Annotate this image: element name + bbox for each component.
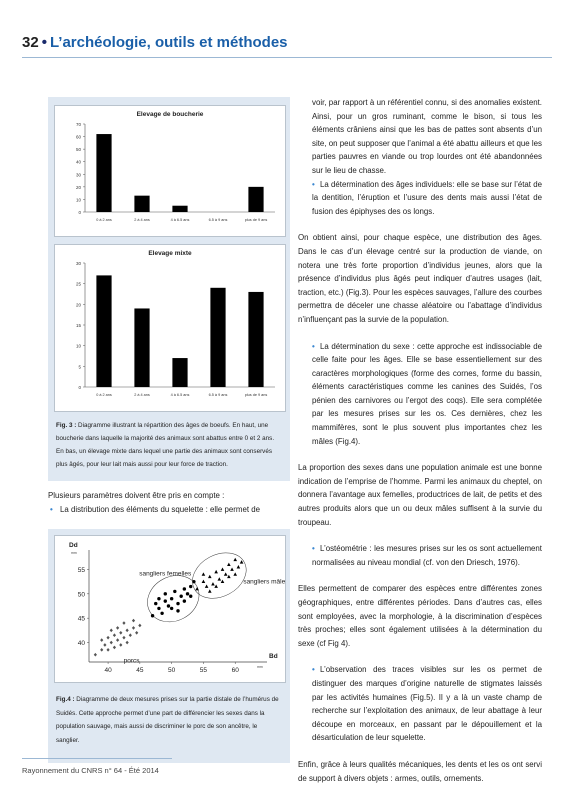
bullet-sexe-text: La détermination du sexe : cette approche est indissociable de celle faite pour les âges. Elle se base essentiellement sur des caractères morphologiques (forme des cornes, forme du bassin, éléments caractéristiques comme les canines des Suidés, l’os pénien des carnivores ou l’ergot des coqs). Elle sera complétée par les mesures prises sur les os. Ces dernières, chez les mammifères, sont le plus souvent plus importantes chez les mâles (Fig.4). — [312, 341, 542, 446]
data-point — [208, 575, 212, 578]
data-point — [202, 572, 206, 575]
figure-3-caption — [56, 419, 282, 471]
data-point — [167, 604, 170, 607]
data-point — [221, 567, 225, 570]
y-tick-label: 15 — [75, 323, 81, 328]
right-paragraph-5: La proportion des sexes dans une population animale est une bonne indication de l’emprise de l’homme. Parmi les animaux du cheptel, on donnera l’avantage aux femelles, productrices de lait, de petits et des autres produits alors que un ou deux mâles suffisent à la survie du troupeau. — [298, 463, 542, 527]
y-tick-label: 40 — [77, 640, 85, 648]
y-tick-label: 30 — [75, 261, 81, 266]
y-tick-label: 45 — [77, 615, 85, 623]
x-tick-label: 50 — [168, 667, 176, 674]
data-point — [116, 626, 119, 630]
y-tick-label: 30 — [75, 172, 81, 178]
left-bullet-text: La distribution des éléments du squelette : elle permet de — [60, 504, 261, 514]
y-tick-label: 0 — [78, 210, 81, 215]
bar — [96, 134, 111, 212]
data-point — [189, 585, 192, 588]
data-point — [126, 629, 129, 633]
y-tick-label: 60 — [75, 134, 81, 140]
bullet-traces — [298, 663, 542, 745]
data-point — [233, 558, 237, 561]
bar-chart-boucherie — [55, 106, 285, 236]
x-tick-label: 2 à 4 ans — [134, 218, 150, 222]
header-rule — [22, 57, 552, 58]
bar-chart-mixte — [55, 245, 285, 411]
bullet-mark: • — [312, 544, 315, 554]
data-point — [103, 643, 106, 647]
series-label: porcs — [123, 657, 140, 665]
section-title: L’archéologie, outils et méthodes — [49, 34, 288, 51]
figure-4-caption — [56, 693, 282, 747]
data-point — [113, 633, 116, 637]
data-point — [154, 602, 157, 605]
data-point — [138, 624, 141, 628]
data-point — [189, 595, 192, 598]
x-tick-label: 0 à 2 ans — [96, 393, 112, 397]
x-tick-label: 4 à 6.5 ans — [170, 393, 190, 397]
x-axis-label: Bd — [269, 653, 278, 660]
data-point — [94, 653, 97, 657]
data-point — [183, 587, 186, 590]
bullet-ages — [298, 178, 542, 219]
y-tick-label: 10 — [75, 343, 81, 349]
x-tick-label: 60 — [231, 667, 239, 674]
figure-3-caption-text: Diagramme illustrant la répartition des âges de boeufs. En haut, une boucherie dans laquelle la majorité des animaux sont abattus entre 0 et 2 ans. En bas, un élevage mixte dans lequel une partie des animaux sont conservés plus âgés, pour leur lait mais aussi pour leur force de traction. — [56, 422, 275, 468]
data-point — [151, 614, 154, 617]
bullet-traces-text: L’observation des traces visibles sur les os permet de distinguer des marques d’origine naturelle de stigmates laissés par les activités humaines (Fig.5). Il y a là un vaste champ de recherche sur l’exploitation des animaux, de leur abattage à leur découpe en morceaux, en passant par le dépouillement et la désarticulation de leur squelette. — [312, 665, 542, 743]
data-point — [170, 607, 173, 610]
y-tick-label: 50 — [77, 591, 85, 599]
figure-3 — [48, 97, 290, 481]
running-header — [22, 34, 288, 51]
data-point — [126, 641, 129, 645]
bar — [134, 308, 149, 387]
data-point — [135, 631, 138, 635]
left-paragraph: Plusieurs paramètres doivent être pris en compte : — [48, 491, 225, 500]
data-point — [176, 602, 179, 605]
data-point — [227, 575, 231, 578]
y-tick-label: 0 — [78, 385, 81, 390]
y-tick-label: 55 — [77, 566, 85, 574]
data-point — [132, 626, 135, 630]
figure-4 — [48, 529, 290, 763]
bullet-sexe — [298, 340, 542, 449]
data-point — [218, 577, 222, 580]
y-tick-label: 10 — [75, 197, 81, 203]
data-point — [106, 648, 109, 652]
right-paragraph-1: voir, par rapport à un référentiel connu, si des anomalies existent. Ainsi, pour un gros ruminant, comme le bison, si tous les éléments crâniens ainsi que les bas de pattes sont absents d’un site, on peut supposer que l’animal a été abattu ailleurs et que les parties pauvres en viande ou trop lourdes ont été abandonnées sur le lieu de chasse. — [312, 98, 542, 175]
right-paragraph-3: On obtient ainsi, pour chaque espèce, une distribution des âges. Dans le cas d’un élevage centré sur la production de viande, on notera une très forte proportion d’individus jeunes, alors que la présence d’individus plus âgés peut indiquer d’autres usages (lait, traction, etc.) (Fig.3). Pour les espèces sauvages, l’allure des courbes permettra de déceler une chasse aléatoire ou l’abattage d’individus n’influençant pas la survie de la population. — [298, 233, 542, 324]
y-tick-label: 40 — [75, 159, 81, 165]
data-point — [122, 621, 125, 625]
data-point — [237, 565, 241, 568]
bar — [134, 196, 149, 212]
data-point — [224, 572, 228, 575]
right-paragraph-9: Enfin, grâce à leurs qualités mécaniques, les dents et les os ont servi de support à divers objets : armes, outils, ornements. — [298, 759, 542, 783]
data-point — [214, 570, 218, 573]
bullet-mark: • — [312, 665, 315, 675]
data-point — [170, 597, 173, 600]
data-point — [240, 560, 244, 563]
data-point — [233, 572, 237, 575]
data-point — [110, 641, 113, 645]
footer: Rayonnement du CNRS n° 64 - Été 2014 — [22, 766, 159, 775]
scatter-chart-suides — [55, 536, 285, 682]
data-point — [195, 587, 199, 590]
data-point — [119, 643, 122, 647]
data-point — [227, 563, 231, 566]
data-point — [129, 633, 132, 637]
left-bullet — [48, 503, 292, 517]
right-paragraph-7: Elles permettent de comparer des espèces entre différentes zones géographiques, entre différentes périodes. Dans d’autres cas, elles sont employées, avec la morphologie, à la discrimination d’espèces très proches; elles sont également utilisées à la détermination du sexe (cf Fig 4). — [298, 584, 542, 648]
y-tick-label: 50 — [75, 147, 81, 153]
bullet-mark: • — [312, 341, 315, 351]
data-point — [157, 597, 160, 600]
series-label: sangliers mâles — [243, 578, 285, 586]
x-tick-label: plus de 9 ans — [244, 393, 268, 397]
data-point — [202, 580, 206, 583]
bar — [248, 292, 263, 387]
data-point — [179, 595, 182, 598]
y-tick-label: 70 — [75, 122, 81, 127]
y-tick-label: 20 — [75, 184, 81, 190]
bullet-mark: • — [312, 179, 315, 189]
header-separator: • — [41, 34, 47, 51]
figure-4-caption-label: Fig.4 : — [56, 696, 75, 703]
data-point — [186, 592, 189, 595]
figure-3-caption-label: Fig. 3 : — [56, 422, 77, 429]
x-tick-label: 55 — [199, 667, 208, 674]
data-point — [113, 646, 116, 650]
data-point — [176, 609, 179, 612]
scatter-panel — [54, 535, 286, 683]
y-axis-unit: mm — [71, 551, 77, 555]
right-column — [298, 96, 542, 798]
bar — [96, 275, 111, 387]
data-point — [106, 636, 109, 640]
data-point — [173, 590, 176, 593]
figure-4-caption-text: Diagramme de deux mesures prises sur la partie distale de l’humérus de Suidés. Cette approche permet d’une part de différencier les sexes dans la population sauvage, mais aussi de discriminer le porc de son ancêtre, le sanglier. — [56, 696, 279, 744]
y-tick-label: 5 — [78, 364, 81, 370]
data-point — [122, 636, 125, 640]
data-point — [211, 582, 215, 585]
bar — [210, 288, 225, 387]
chart-title: Elevage mixte — [148, 250, 192, 257]
series-label: sangliers femelles — [139, 570, 192, 578]
data-point — [100, 648, 103, 652]
left-column — [48, 489, 292, 516]
x-tick-label: 6.5 à 9 ans — [208, 218, 228, 222]
data-point — [119, 631, 122, 635]
data-point — [160, 612, 163, 615]
x-tick-label: 45 — [136, 667, 144, 674]
bullet-osteometrie-text: L’ostéométrie : les mesures prises sur les os sont actuellement normalisées au niveau mondial (cf. von den Driesch, 1976). — [312, 544, 542, 567]
chart-elevage-mixte — [54, 244, 286, 412]
cluster-ellipse — [185, 544, 254, 607]
y-tick-label: 25 — [75, 281, 81, 287]
data-point — [205, 585, 209, 588]
data-point — [208, 589, 212, 592]
bullet-ages-text: La détermination des âges individuels: elle se base sur l’état de la dentition, l’éruption et l’usure des dents mais aussi l’état de fusion des épiphyses des os longs. — [312, 179, 542, 216]
y-axis-label: Dd — [69, 542, 78, 549]
data-point — [183, 599, 186, 602]
x-tick-label: 6.5 à 9 ans — [208, 393, 228, 397]
page-number: 32 — [22, 34, 39, 51]
data-point — [214, 585, 218, 588]
y-tick-label: 20 — [75, 302, 81, 308]
bar — [172, 206, 187, 212]
data-point — [132, 619, 135, 623]
x-tick-label: 0 à 2 ans — [96, 218, 112, 222]
data-point — [164, 592, 167, 595]
data-point — [157, 607, 160, 610]
data-point — [164, 599, 167, 602]
x-axis-unit: mm — [257, 665, 263, 669]
x-tick-label: 2 à 4 ans — [134, 393, 150, 397]
bullet-osteometrie — [298, 542, 542, 569]
x-tick-label: plus de 9 ans — [244, 218, 268, 222]
bullet-mark: • — [50, 504, 53, 514]
data-point — [116, 638, 119, 642]
chart-elevage-boucherie — [54, 105, 286, 237]
x-tick-label: 4 à 6.5 ans — [170, 218, 190, 222]
data-point — [110, 629, 113, 633]
footer-rule — [22, 758, 172, 759]
bar — [172, 358, 187, 387]
data-point — [100, 638, 103, 642]
chart-title: Elevage de boucherie — [136, 111, 204, 118]
data-point — [221, 580, 225, 583]
data-point — [230, 567, 234, 570]
x-tick-label: 40 — [104, 667, 112, 674]
bar — [248, 187, 263, 212]
